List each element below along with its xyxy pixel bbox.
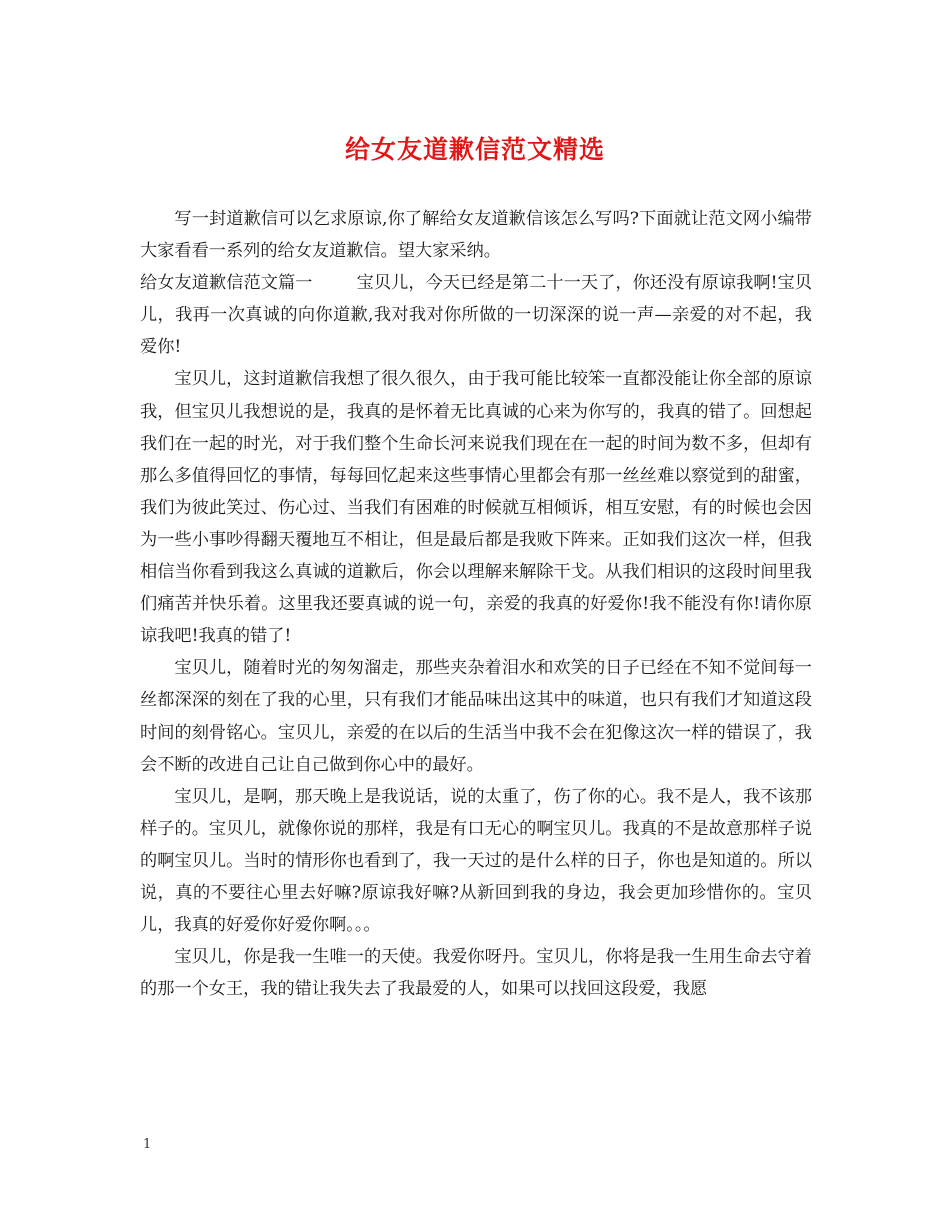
paragraph-3: 宝贝儿，随着时光的匆匆溜走，那些夹杂着泪水和欢笑的日子已经在不知不觉间每一丝都深深的刻在了我的心里，只有我们才能品味出这其中的味道，也只有我们才知道这段时间的刻骨铭心。宝贝儿，亲爱的在以后的生活当中我不会在犯像这次一样的错误了，我会不断的改进自己让自己做到你心中的最好。 <box>140 658 812 775</box>
paragraph-2: 宝贝儿，这封道歉信我想了很久很久，由于我可能比较笨一直都没能让你全部的原谅我，但宝贝儿我想说的是，我真的是怀着无比真诚的心来为你写的，我真的错了。回想起我们在一起的时光，对于我们整个生命长河来说我们现在在一起的时间为数不多，但却有那么多值得回忆的事情，每每回忆起来这些事情心里都会有那一丝丝难以察觉到的甜蜜，我们为彼此笑过、伤心过、当我们有困难的时候就互相倾诉，相互安慰，有的时候也会因为一些小事吵得翻天覆地互不相让，但是最后都是我败下阵来。正如我们这次一样，但我相信当你看到我这么真诚的道歉后，你会以理解来解除干戈。从我们相识的这段时间里我们痛苦并快乐着。这里我还要真诚的说一句，亲爱的我真的好爱你!我不能没有你!请你原谅我吧!我真的错了! <box>140 369 812 647</box>
page-number: 1 <box>143 1137 152 1152</box>
paragraph-4: 宝贝儿，是啊，那天晚上是我说话，说的太重了，伤了你的心。我不是人，我不该那样子的。宝贝儿，就像你说的那样，我是有口无心的啊宝贝儿。我真的不是故意那样子说的啊宝贝儿。当时的情形你也看到了，我一天过的是什么样的日子，你也是知道的。所以说，真的不要往心里去好嘛?原谅我好嘛?从新回到我的身边，我会更加珍惜你的。宝贝儿，我真的好爱你好爱你啊。。。 <box>140 786 812 936</box>
intro-paragraph: 写一封道歉信可以乞求原谅,你了解给女友道歉信该怎么写吗?下面就让范文网小编带大家看看一系列的给女友道歉信。望大家采纳。 <box>140 209 812 262</box>
document-title: 给女友道歉信范文精选 <box>344 135 605 164</box>
section-paragraph-1 <box>140 267 812 363</box>
document-body <box>140 203 812 1005</box>
section-label: 给女友道歉信范文篇一 <box>140 273 313 294</box>
paragraph-1-text: 宝贝儿，今天已经是第二十一天了，你还没有原谅我啊!宝贝儿，我再一次真诚的向你道歉,我对我对你所做的一切深深的说一声—亲爱的对不起，我爱你! <box>140 273 812 358</box>
paragraph-5: 宝贝儿，你是我一生唯一的天使。我爱你呀丹。宝贝儿，你将是我一生用生命去守着的那一个女王，我的错让我失去了我最爱的人，如果可以找回这段爱，我愿 <box>140 947 812 1000</box>
